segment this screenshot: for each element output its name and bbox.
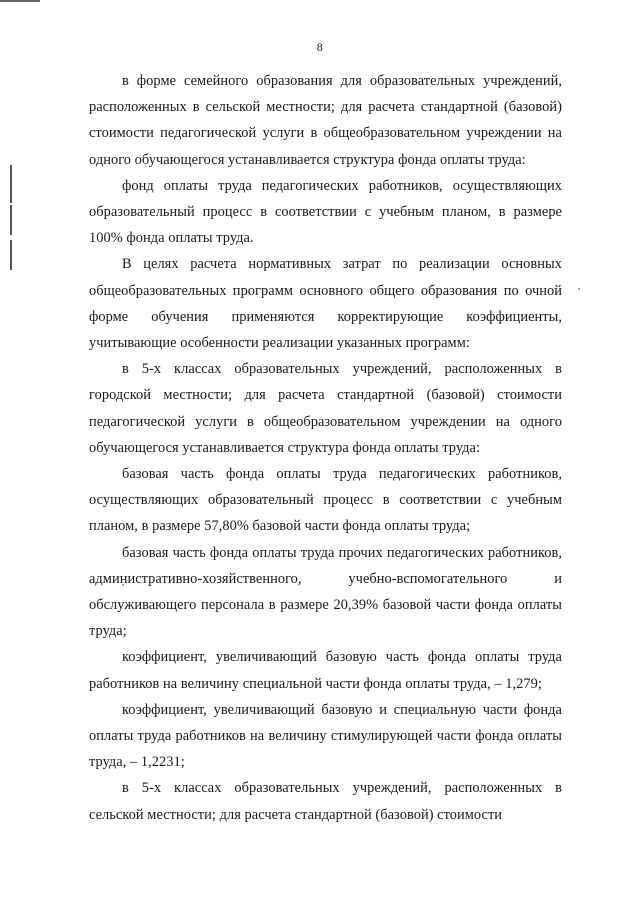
scan-margin-mark: [10, 205, 12, 235]
paragraph: базовая часть фонда оплаты труда педагогических работников, осуществляющих образовательный процесс в соответствии с учебным планом, в размере 57,80% базовой части фонда оплаты труда;: [89, 466, 562, 535]
scan-margin-mark: [10, 165, 12, 203]
scan-edge-mark: [0, 0, 40, 2]
paragraph: в 5-х классах образовательных учреждений, расположенных в сельской местности; для расчета стандартной (базовой) стоимости: [89, 780, 562, 823]
scan-margin-mark: [10, 240, 12, 270]
paragraph: коэффициент, увеличивающий базовую и специальную части фонда оплаты труда работников на величину стимулирующей части фонда оплаты труда, – 1,2231;: [89, 701, 562, 771]
scan-speck: [578, 288, 580, 290]
paragraph: фонд оплаты труда педагогических работников, осуществляющих образовательный процесс в соответствии с учебным планом, в размере 100% фонда оплаты труда.: [89, 177, 562, 247]
paragraph: базовая часть фонда оплаты труда прочих педагогических работников, административно-хозяйственного, учебно-вспомогательного и обслуживающего персонала в размере 20,39% базовой части фонда оплаты труда;: [89, 544, 562, 640]
paragraph: в 5-х классах образовательных учреждений, расположенных в городской местности; для расчета стандартной (базовой) стоимости педагогической услуги в общеобразовательном учреждении на одного обучающегося устанавливается структура фонда оплаты труда:: [89, 361, 562, 456]
paragraph: коэффициент, увеличивающий базовую часть фонда оплаты труда работников на величину специальной части фонда оплаты труда, – 1,279;: [89, 649, 562, 692]
paragraph: В целях расчета нормативных затрат по реализации основных общеобразовательных программ основного общего образования по очной форме обучения применяются корректирующие коэффициенты, учитывающие особенности реализации указанных программ:: [89, 256, 562, 352]
page-number: 8: [316, 40, 324, 54]
paragraph: в форме семейного образования для образовательных учреждений, расположенных в сельской местности; для расчета стандартной (базовой) стоимости педагогической услуги в общеобразовательном учреждении на одного обучающегося устанавливается структура фонда оплаты труда:: [89, 73, 562, 168]
document-body: [89, 68, 562, 828]
